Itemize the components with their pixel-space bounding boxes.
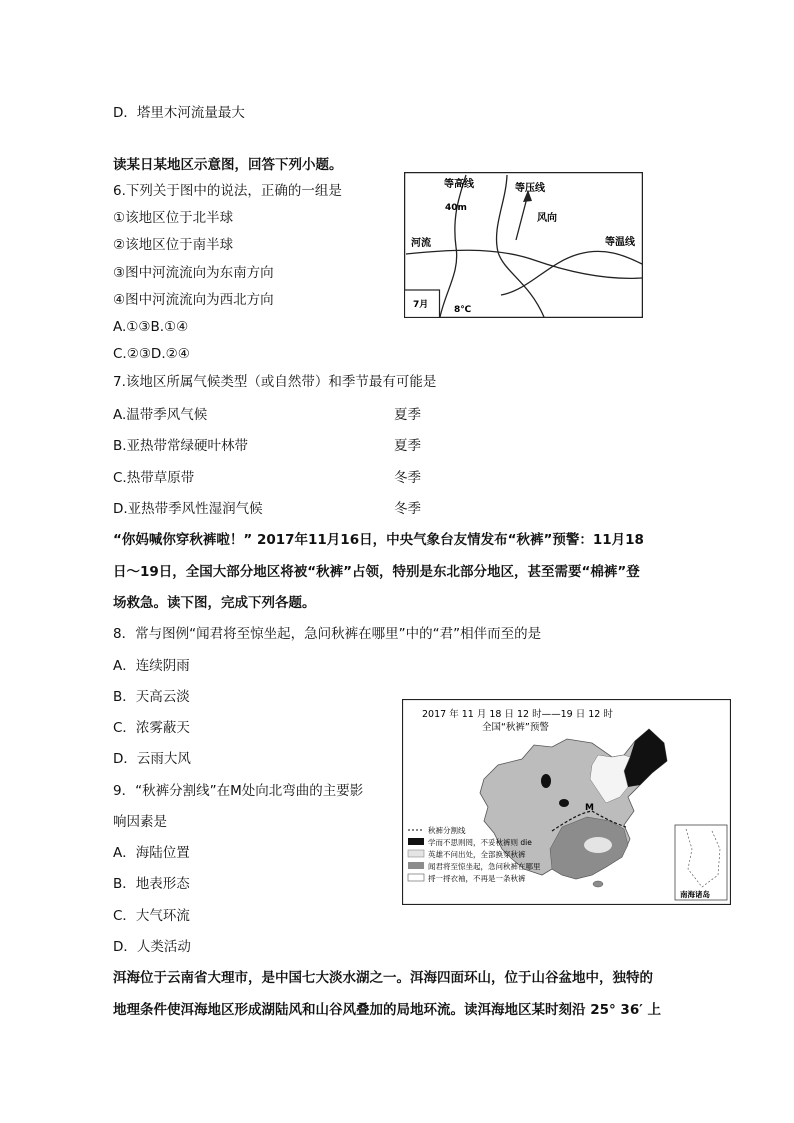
q6-statement-1: ①该地区位于北半球 [113,210,234,226]
temperature-label: 8℃ [454,305,472,315]
q7-option-a [113,405,421,425]
section-intro-2-line-1: “你妈喊你穿秋裤啦！” 2017年11月16日，中央气象台友情发布“秋裤”预警：11月18 [113,532,644,548]
legend-label-4: 闻君将至惊坐起，急问秋裤在哪里 [428,862,541,871]
q9-stem-line-1: 9．“秋裤分割线”在M处向北弯曲的主要影 [113,783,364,799]
q8-option-d: D．云雨大风 [113,751,191,767]
q7-stem: 7.该地区所属气候类型（或自然带）和季节最有可能是 [113,374,437,390]
south-light-patch [584,837,612,853]
month-label: 7月 [413,300,429,310]
contour-label: 等高线 [444,179,474,190]
q8-option-b: B．天高云淡 [113,689,190,705]
q6-statement-4: ④图中河流流向为西北方向 [113,292,274,308]
black-spot-2 [559,799,569,807]
section-intro-1: 读某日某地区示意图，回答下列小题。 [113,157,343,173]
legend-label-2: 学而不思则罔，不妥秋裤则 die [428,838,532,847]
q9-option-c: C．大气环流 [113,908,190,924]
q7-option-a-text: A.温带季风气候 [113,407,208,423]
q6-statement-2: ②该地区位于南半球 [113,237,234,253]
q9-option-a: A．海陆位置 [113,845,190,861]
q9-option-d: D．人类活动 [113,939,191,955]
legend-label-5: 捋一捋衣袖，不再是一条秋裤 [428,874,526,883]
legend-swatch-3 [408,850,424,857]
section-intro-2-line-2: 日～19日，全国大部分地区将被“秋裤”占领，特别是东北部分地区，甚至需要“棉裤”登 [113,564,640,580]
q9-option-b: B．地表形态 [113,876,190,892]
warning-map-figure [402,699,731,905]
q7-option-a-season: 夏季 [394,407,421,423]
legend-label-3: 英雄不问出处，全部换穿秋裤 [428,850,526,859]
legend-swatch-4 [408,862,424,869]
section-intro-3-line-1: 洱海位于云南省大理市，是中国七大淡水湖之一。洱海四面环山，位于山谷盆地中，独特的 [113,970,653,986]
map-title-line-2: 全国“秋裤”预警 [482,722,549,733]
schematic-map-figure [404,172,643,318]
legend-swatch-5 [408,874,424,881]
q7-option-b [113,436,421,456]
river-label: 河流 [411,238,431,249]
legend-label-1: 秋裤分割线 [428,826,466,835]
q7-option-b-text: B.亚热带常绿硬叶林带 [113,438,249,454]
q8-option-a: A．连续阴雨 [113,658,190,674]
inset-label: 南海诸岛 [680,890,710,899]
q7-option-d [113,499,421,519]
hainan-island [593,881,603,887]
q6-options-ab: A.①③B.①④ [113,319,189,335]
legend-swatch-2 [408,838,424,845]
isotherm-label: 等温线 [605,237,635,248]
black-spot-1 [541,774,551,788]
q6-statement-3: ③图中河流流向为东南方向 [113,265,274,281]
q9-stem-line-2: 响因素是 [113,814,167,830]
q7-option-c-season: 冬季 [394,470,421,486]
wind-label: 风向 [537,213,557,224]
q5-option-d: D．塔里木河流量最大 [113,105,245,121]
isobar-label: 等压线 [515,183,545,194]
q7-option-c [113,468,421,488]
q7-option-b-season: 夏季 [394,438,421,454]
contour-value-label: 40m [445,203,467,213]
q8-stem: 8．常与图例“闻君将至惊坐起，急问秋裤在哪里”中的“君”相伴而至的是 [113,626,542,642]
section-intro-3-line-2: 地理条件使洱海地区形成湖陆风和山谷风叠加的局地环流。读洱海地区某时刻沿 25° 36′ 上 [113,1002,661,1018]
q8-option-c: C．浓雾蔽天 [113,720,190,736]
map-title-line-1: 2017 年 11 月 18 日 12 时——19 日 12 时 [422,709,613,720]
q7-option-c-text: C.热带草原带 [113,470,195,486]
q6-options-cd: C.②③D.②④ [113,346,190,362]
q7-option-d-season: 冬季 [394,501,421,517]
section-intro-2-line-3: 场救急。读下图，完成下列各题。 [113,595,316,611]
q6-stem: 6.下列关于图中的说法，正确的一组是 [113,183,342,199]
q7-option-d-text: D.亚热带季风性湿润气候 [113,501,263,517]
m-label: M [585,803,594,813]
